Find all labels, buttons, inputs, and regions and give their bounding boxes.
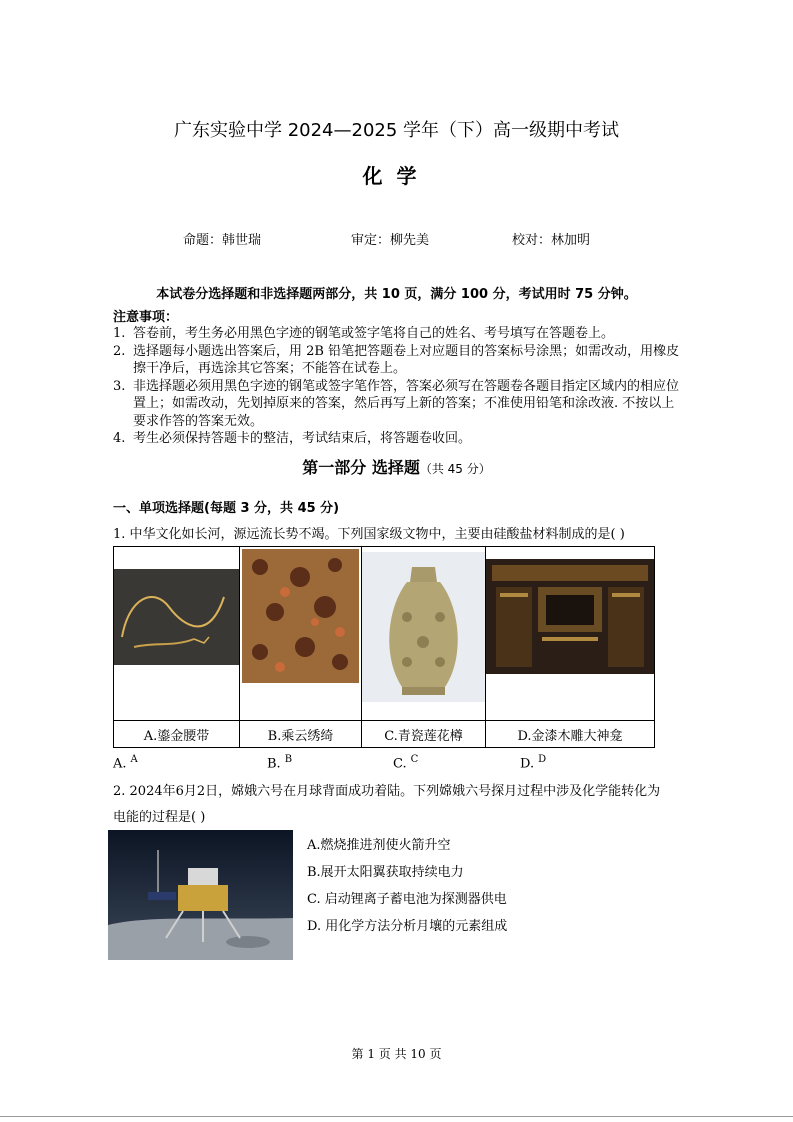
image-cell-a xyxy=(114,547,240,721)
lacquered-shrine-image xyxy=(486,547,654,677)
question-2-stem-line2: 电能的过程是( ) xyxy=(113,810,206,825)
q2-option-c[interactable]: C. 启动锂离子蓄电池为探测器供电 xyxy=(307,892,507,907)
exam-intro: 本试卷分选择题和非选择题两部分，共 10 页，满分 100 分，考试用时 75 分钟。 xyxy=(156,287,637,302)
caption-d: D.金漆木雕大神龛 xyxy=(486,721,655,748)
notice-item: 3. 非选择题必须用黑色字迹的钢笔或签字笔作答，答案必须写在答题卷各题目指定区域内的相应位置上；如需改动，先划掉原来的答案，然后再写上新的答案；不准使用铅笔和涂改液. 不按以上要求作答的答案无效。 xyxy=(113,378,680,429)
cloud-silk-image xyxy=(240,547,361,687)
q2-option-d[interactable]: D. 用化学方法分析月壤的元素组成 xyxy=(307,919,508,934)
notice-item: 1. 答卷前，考生务必用黑色字迹的钢笔或签字笔将自己的姓名、考号填写在答题卷上。 xyxy=(113,326,615,341)
q1-option-b[interactable]: B. $^B$ xyxy=(267,754,293,772)
caption-b: B.乘云绣绮 xyxy=(240,721,362,748)
question-1-stem: 1. 中华文化如长河，源远流长势不竭。下列国家级文物中，主要由硅酸盐材料制成的是( ) xyxy=(113,527,625,542)
notice-item: 4. 考生必须保持答题卡的整洁，考试结束后，将答题卷收回。 xyxy=(113,431,472,446)
question-1-image-table xyxy=(113,546,655,748)
part-heading: 一、单项选择题(每题 3 分，共 45 分) xyxy=(113,501,340,516)
notice-list xyxy=(113,325,683,448)
reviewer-credit: 审定：柳先美 xyxy=(351,233,430,248)
q1-option-a[interactable]: A. $^A$ xyxy=(113,754,138,772)
proofreader-credit: 校对：林加明 xyxy=(512,233,591,248)
caption-a: A.鎏金腰带 xyxy=(114,721,240,748)
caption-c: C.青瓷莲花樽 xyxy=(362,721,486,748)
q1-option-c[interactable]: C. $^C$ xyxy=(393,754,419,772)
author-credit: 命题：韩世瑞 xyxy=(183,233,262,248)
exam-title: 广东实验中学 2024—2025 学年（下）高一级期中考试 xyxy=(173,120,620,141)
notice-heading: 注意事项： xyxy=(113,310,179,325)
notice-item: 2. 选择题每小题选出答案后，用 2B 铅笔把答题卷上对应题目的答案标号涂黑；如需改动，用橡皮擦干净后，再选涂其它答案；不能答在试卷上。 xyxy=(113,343,680,376)
page-footer: 第 1 页 共 10 页 xyxy=(351,1047,442,1061)
q2-option-b[interactable]: B.展开太阳翼获取持续电力 xyxy=(307,865,464,880)
image-cell-b xyxy=(240,547,362,721)
image-cell-c xyxy=(362,547,486,721)
question-2-stem-line1: 2. 2024年6月2日，嫦娥六号在月球背面成功着陆。下列嫦娥六号探月过程中涉及化学能转化为 xyxy=(113,784,661,799)
gilt-belt-image xyxy=(114,547,239,687)
exam-subject: 化学 xyxy=(362,164,431,188)
q1-option-d[interactable]: D. $^D$ xyxy=(520,754,547,772)
section-heading: 第一部分 选择题（共 45 分） xyxy=(302,458,491,477)
q2-option-a[interactable]: A.燃烧推进剂使火箭升空 xyxy=(307,838,451,853)
image-cell-d xyxy=(486,547,655,721)
celadon-vase-image xyxy=(362,547,485,702)
bottom-rule xyxy=(0,1116,793,1117)
lunar-lander-image xyxy=(108,830,293,960)
